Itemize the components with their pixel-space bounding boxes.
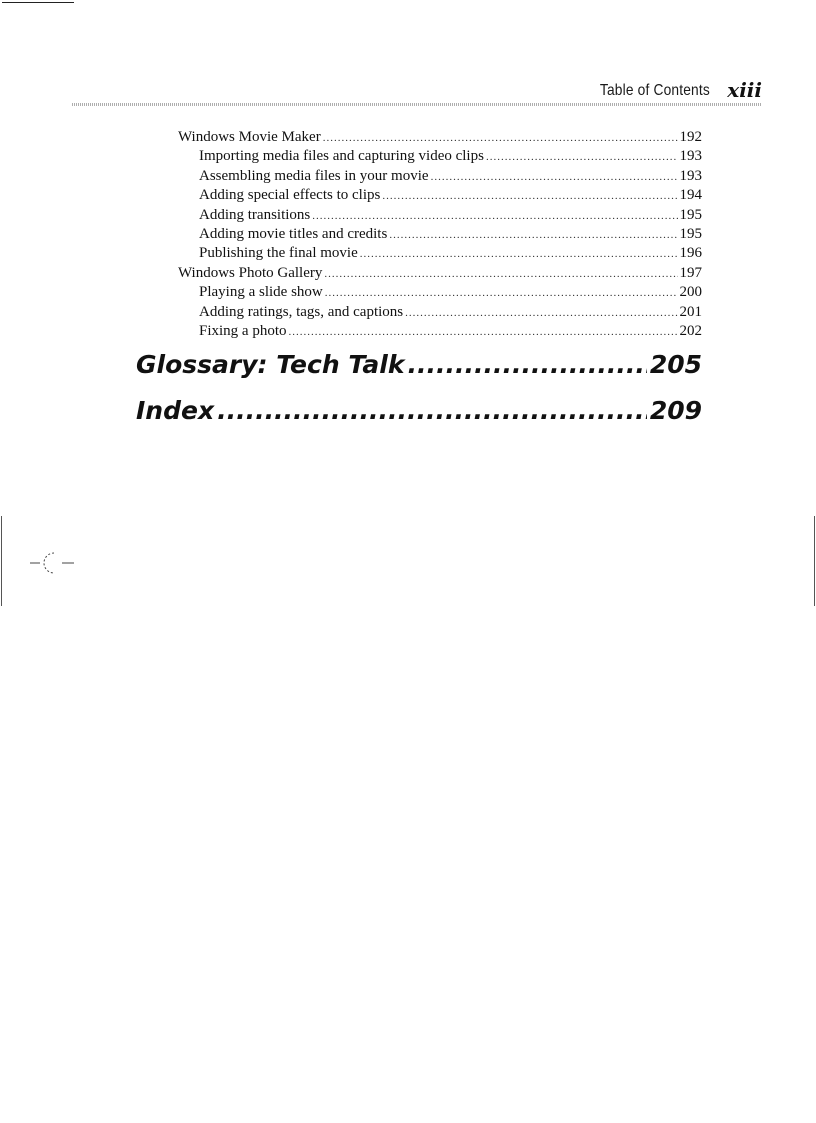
toc-entry-page: 195: [679, 206, 702, 223]
dot-leader: [431, 168, 678, 187]
toc-entry: [178, 225, 702, 244]
toc-entry: [178, 167, 702, 186]
toc-entry-page: 195: [679, 225, 702, 242]
toc-entry-page: 197: [679, 264, 702, 281]
toc-entry: [178, 186, 702, 205]
chapter-entry-index: [136, 396, 702, 425]
dot-leader: [405, 304, 677, 323]
toc-entry-label: Adding transitions: [199, 206, 311, 223]
toc-entry-page: 193: [679, 167, 702, 184]
header-section-title: Table of Contents: [599, 82, 710, 99]
toc-entry-label: Adding movie titles and credits: [199, 225, 388, 242]
chapter-entry-glossary: [136, 350, 702, 379]
toc-entry: [178, 147, 702, 166]
toc-entry-page: 200: [679, 284, 702, 301]
dot-leader: [389, 226, 677, 245]
dot-leader: [217, 396, 647, 425]
toc-entry-label: Adding ratings, tags, and captions: [199, 303, 404, 320]
dot-leader: [325, 284, 678, 303]
toc-entry: [178, 128, 702, 147]
binding-line-left: [1, 516, 2, 606]
dot-leader: [312, 207, 677, 226]
chapter-entry-label: Index: [136, 396, 215, 425]
toc-entry-page: 202: [679, 322, 702, 339]
binding-line-right: [814, 516, 815, 606]
dot-leader: [360, 245, 678, 264]
toc-entry: [178, 264, 702, 283]
toc-entry-page: 193: [679, 148, 702, 165]
dot-leader: [324, 265, 677, 284]
toc-entry-label: Adding special effects to clips: [199, 187, 381, 204]
toc-entry-label: Fixing a photo: [199, 322, 287, 339]
toc-entry-label: Windows Movie Maker: [178, 129, 321, 145]
chapter-entry-page: 209: [649, 396, 702, 425]
dot-leader: [289, 323, 678, 342]
chapter-entry-page: 205: [649, 350, 702, 379]
toc-entry-label: Assembling media files in your movie: [199, 167, 429, 184]
dot-leader: [407, 350, 646, 379]
toc-entry: [178, 206, 702, 225]
toc-entry-label: Publishing the final movie: [199, 245, 358, 262]
registration-mark-icon: [30, 550, 74, 576]
toc-list: [178, 128, 702, 341]
crop-mark-top: [2, 0, 74, 3]
toc-entry-label: Playing a slide show: [199, 284, 323, 301]
toc-entry: [178, 244, 702, 263]
dot-leader: [382, 187, 677, 206]
toc-entry-page: 196: [679, 245, 702, 262]
toc-entry: [178, 322, 702, 341]
toc-entry-page: 201: [679, 303, 702, 320]
dot-leader: [486, 148, 678, 167]
toc-entry-page: 192: [679, 129, 702, 145]
chapter-entry-label: Glossary: Tech Talk: [136, 350, 405, 379]
header-page-number: xiii: [727, 78, 762, 102]
header-rule: [72, 103, 762, 106]
toc-entry-label: Importing media files and capturing video clips: [199, 148, 484, 165]
toc-entry-label: Windows Photo Gallery: [178, 264, 323, 281]
toc-entry: [178, 283, 702, 302]
toc-entry-page: 194: [679, 187, 702, 204]
toc-entry: [178, 303, 702, 322]
dot-leader: [323, 129, 678, 148]
